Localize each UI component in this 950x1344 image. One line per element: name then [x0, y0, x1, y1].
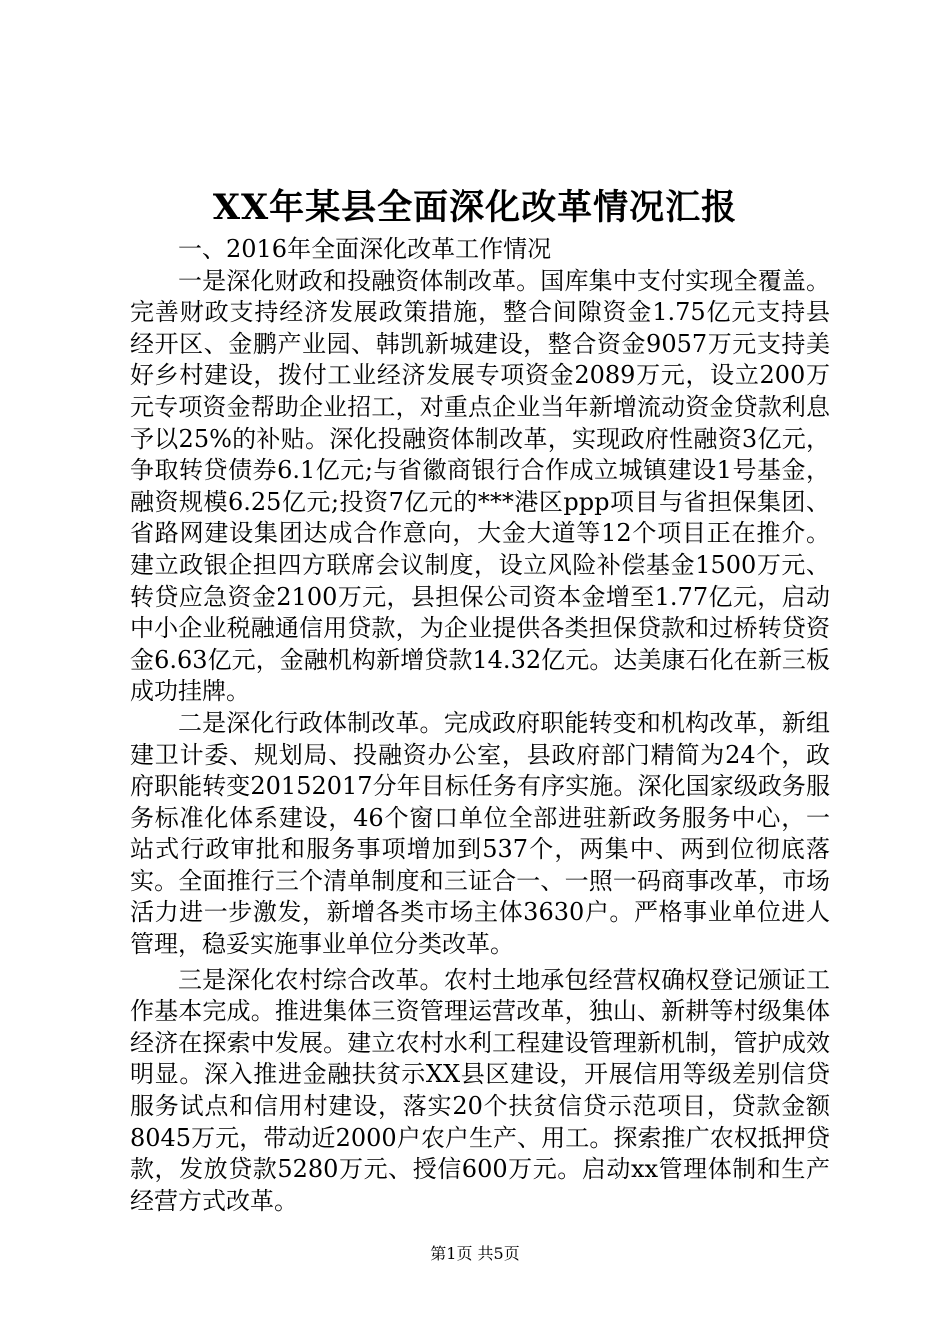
paragraph-rural-reform: 三是深化农村综合改革。农村土地承包经营权确权登记颁证工作基本完成。推进集体三资管理运营改革，独山、新耕等村级集体经济在探索中发展。建立农村水利工程建设管理新机制，管护成效明显。深入推进金融扶贫示XX县区建设，开展信用等级差别信贷服务试点和信用村建设，落实20个扶贫信贷示范项目，贷款金额8045万元，带动近2000户农户生产、用工。探索推广农权抵押贷款，发放贷款5280万元、授信600万元。启动xx管理体制和生产经营方式改革。: [130, 965, 830, 1215]
paragraph-admin-reform: 二是深化行政体制改革。完成政府职能转变和机构改革，新组建卫计委、规划局、投融资办公室，县政府部门精简为24个，政府职能转变20152017分年目标任务有序实施。深化国家级政务服务标准化体系建设，46个窗口单位全部进驻新政务服务中心，一站式行政审批和服务事项增加到537个，两集中、两到位彻底落实。全面推行三个清单制度和三证合一、一照一码商事改革，市场活力进一步激发，新增各类市场主体3630户。严格事业单位进人管理，稳妥实施事业单位分类改革。: [130, 708, 830, 959]
page-number: 第1页 共5页: [430, 1244, 520, 1263]
document-title: XX年某县全面深化改革情况汇报: [212, 187, 738, 228]
paragraph-finance-reform: 一是深化财政和投融资体制改革。国库集中支付实现全覆盖。完善财政支持经济发展政策措施，整合间隙资金1.75亿元支持县经开区、金鹏产业园、韩凯新城建设，整合资金9057万元支持美好乡村建设，拨付工业经济发展专项资金2089万元，设立200万元专项资金帮助企业招工，对重点企业当年新增流动资金贷款利息予以25%的补贴。深化投融资体制改革，实现政府性融资3亿元，争取转贷债券6.1亿元;与省徽商银行合作成立城镇建设1号基金，融资规模6.25亿元;投资7亿元的***港区ppp项目与省担保集团、省路网建设集团达成合作意向，大金大道等12个项目正在推介。建立政银企担四方联席会议制度，设立风险补偿基金1500万元、转贷应急资金2100万元，县担保公司资本金增至1.77亿元，启动中小企业税融通信用贷款，为企业提供各类担保贷款和过桥转贷资金6.63亿元，金融机构新增贷款14.32亿元。达美康石化在新三板成功挂牌。: [130, 266, 830, 706]
section-heading: 一、2016年全面深化改革工作情况: [178, 235, 552, 263]
document-body: [130, 234, 830, 1217]
